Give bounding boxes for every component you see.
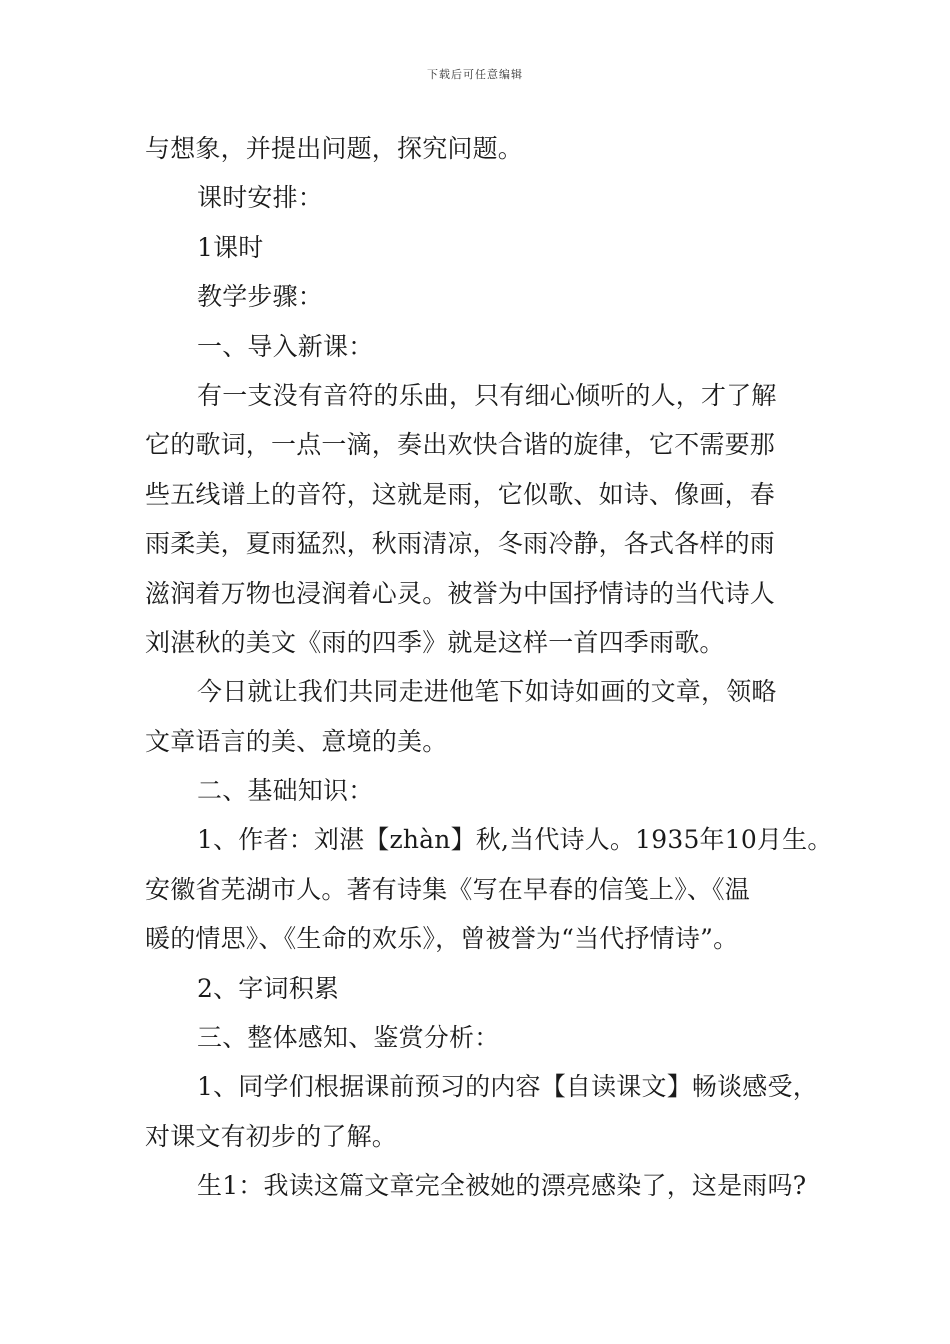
document-body [145,124,835,1211]
text-line: 刘湛秋的美文《雨的四季》就是这样一首四季雨歌。 [145,627,725,657]
section-heading: 二、基础知识： [197,776,374,806]
text-line: 生1：我读这篇文章完全被她的漂亮感染了，这是雨吗? [197,1171,807,1201]
section-heading: 一、导入新课： [197,331,374,361]
text-line: 与想象，并提出问题，探究问题。 [145,134,524,163]
text-line: 文章语言的美、意境的美。 [145,726,448,756]
text-line: 课时安排： [197,183,324,213]
text-line: 教学步骤： [197,282,324,312]
section-heading: 三、整体感知、鉴赏分析： [197,1023,500,1053]
text-line: 2、字词积累 [197,973,340,1003]
text-line: 1课时 [197,232,264,262]
text-line: 它的歌词，一点一滴，奏出欢快合谐的旋律，它不需要那 [145,430,776,460]
text-line: 暖的情思》、《生命的欢乐》，曾被誉为“当代抒情诗”。 [145,924,739,954]
text-line: 1、同学们根据课前预习的内容【自读课文】畅谈感受， [197,1072,818,1102]
text-line: 雨柔美，夏雨猛烈，秋雨清凉，冬雨冷静，各式各样的雨 [145,529,776,559]
text-line: 安徽省芜湖市人。著有诗集《写在早春的信笺上》、《温 [145,874,751,904]
text-line: 今日就让我们共同走进他笔下如诗如画的文章，领略 [197,677,777,707]
text-line: 对课文有初步的了解。 [145,1121,398,1151]
text-line: 1、作者：刘湛【zhàn】秋,当代诗人。1935年10月生。 [197,825,833,855]
text-line: 些五线谱上的音符，这就是雨，它似歌、如诗、像画，春 [145,479,776,509]
text-line: 滋润着万物也浸润着心灵。被誉为中国抒情诗的当代诗人 [145,578,776,608]
page-header: 下载后可任意编辑 [427,68,523,81]
text-line: 有一支没有音符的乐曲，只有细心倾听的人，才了解 [197,380,777,410]
